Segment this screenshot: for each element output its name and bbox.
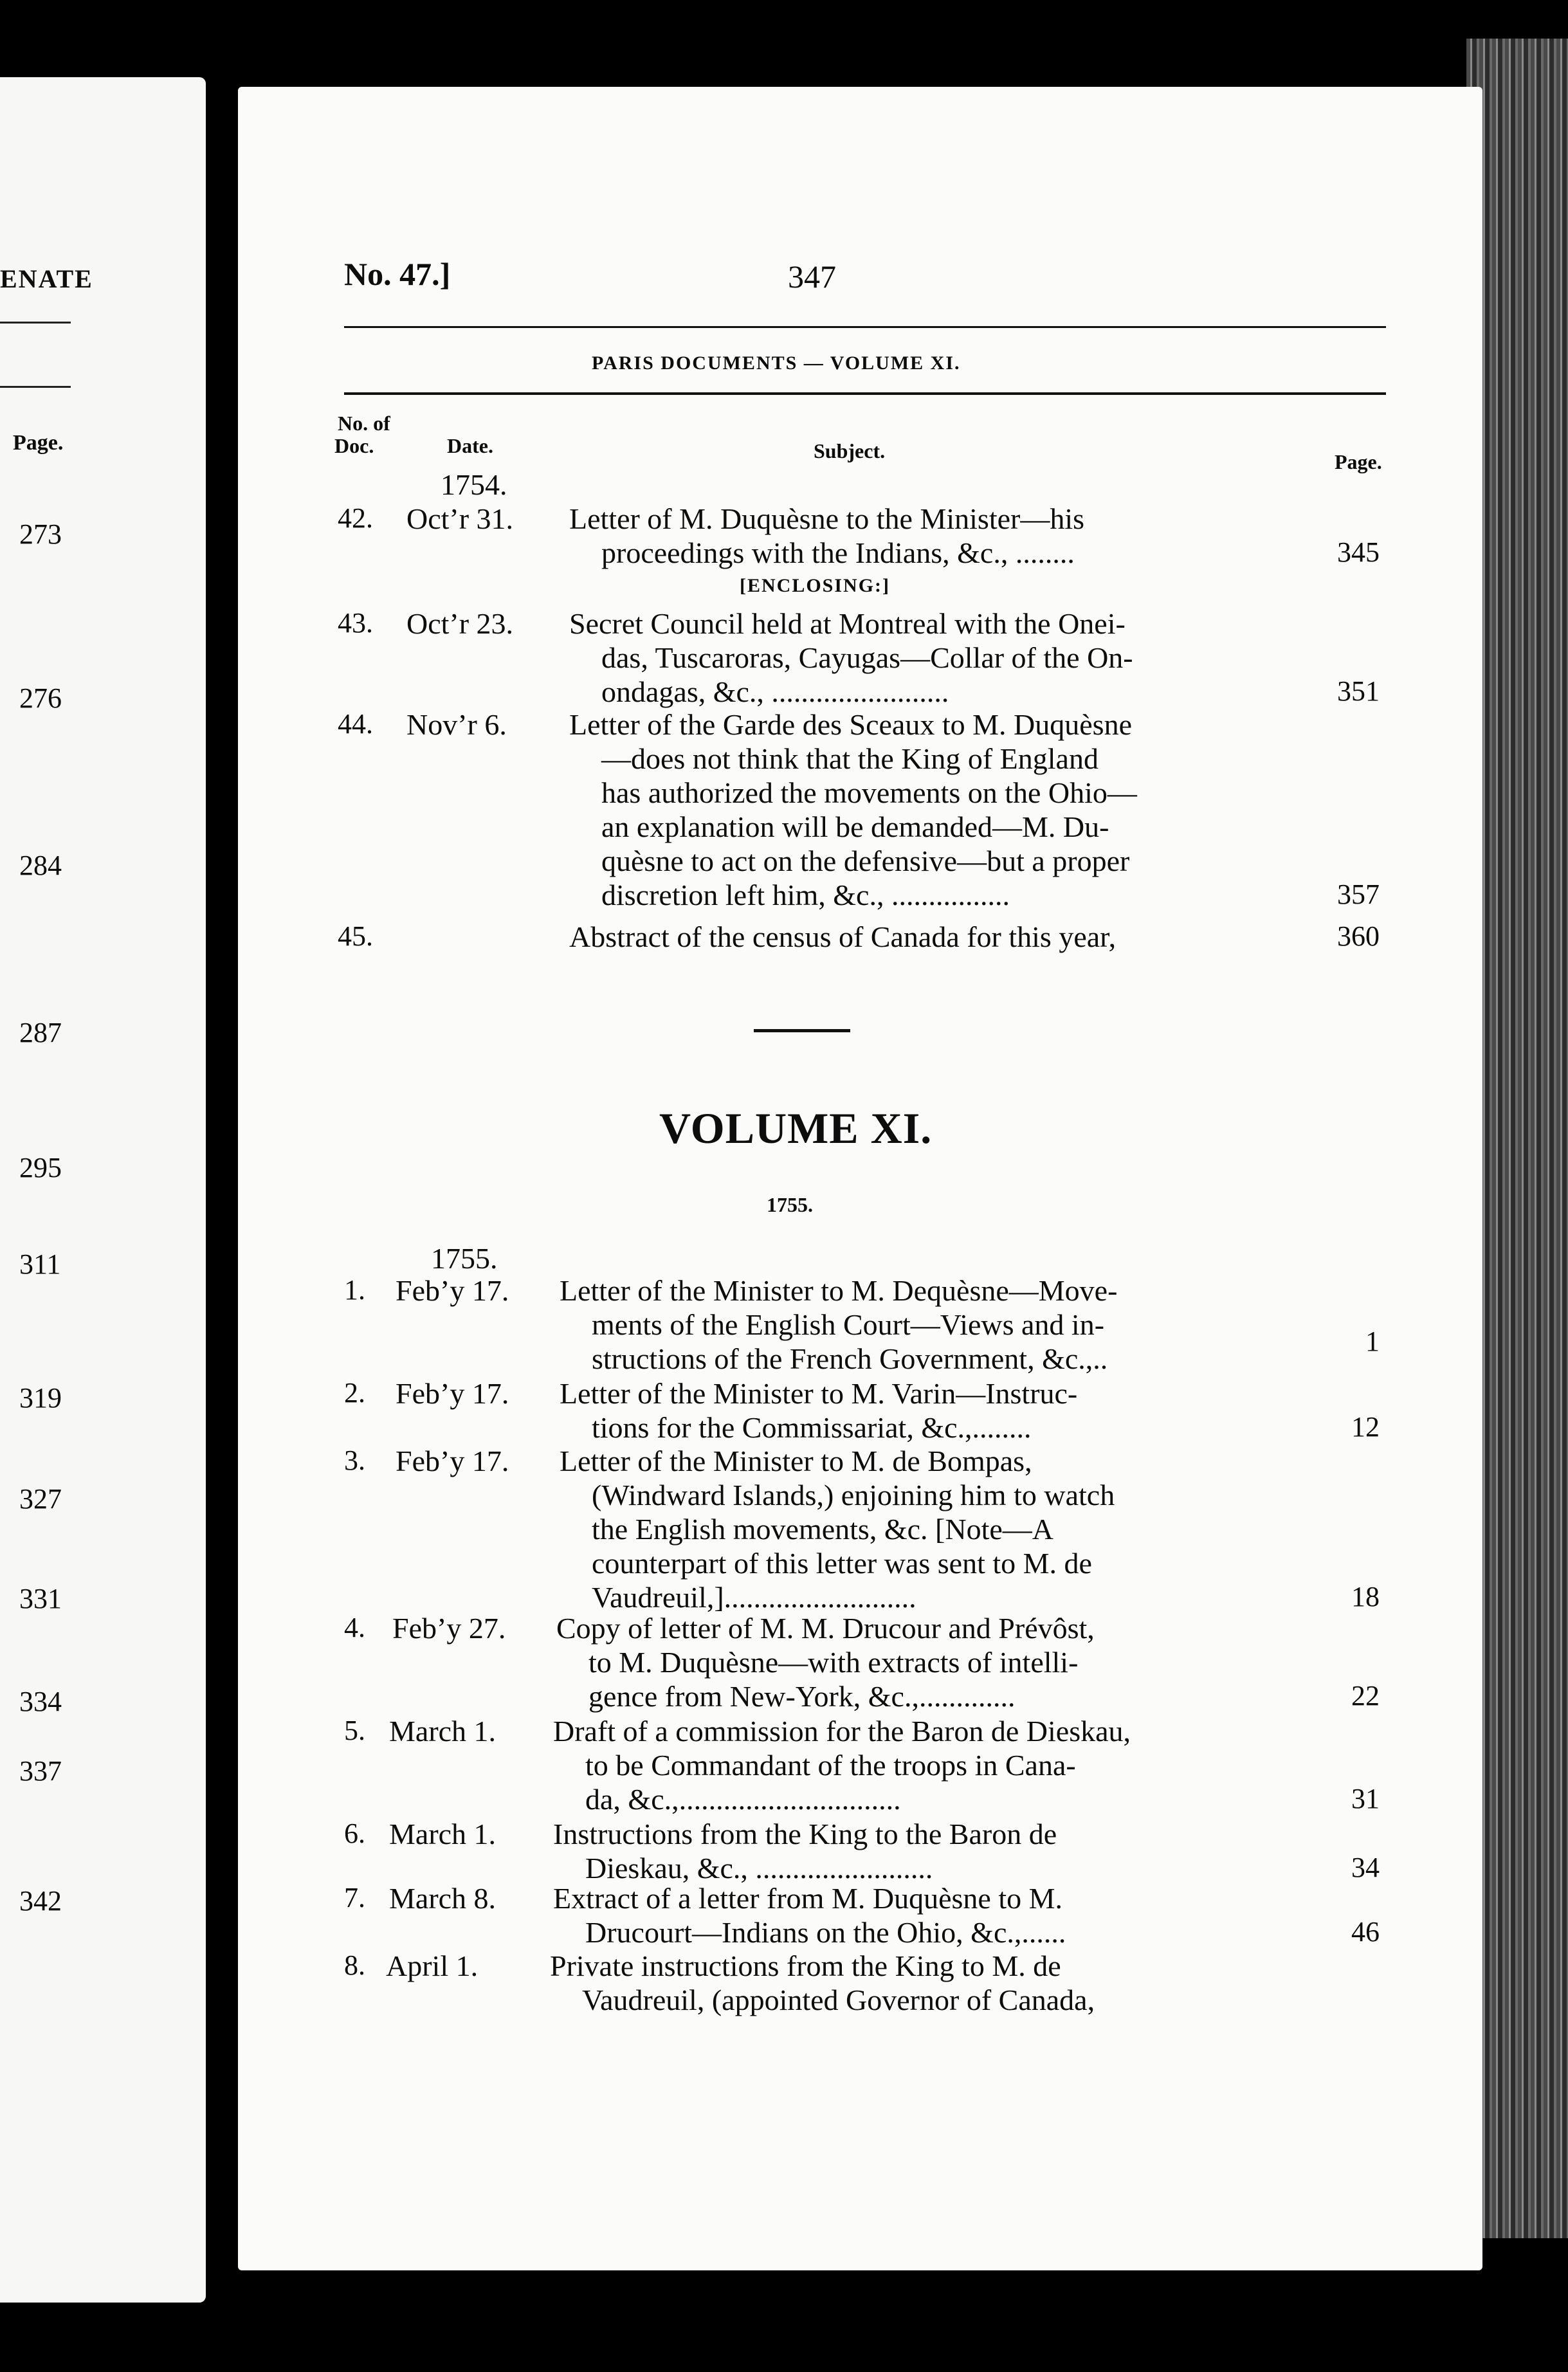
entry-page-number: 46: [1351, 1916, 1380, 1948]
left-page-header: ENATE: [0, 264, 93, 293]
left-page-number: 342: [19, 1885, 62, 1917]
page-number: 347: [788, 259, 836, 295]
entry-doc-number: 42.: [338, 502, 373, 534]
entry-subject-line: Letter of the Garde des Sceaux to M. Duquèsne: [569, 708, 1132, 741]
entry-subject-line: da, &c.,..............................: [585, 1783, 901, 1816]
left-page-number: 319: [19, 1382, 62, 1414]
entry-doc-number: 8.: [344, 1949, 365, 1981]
left-page-number: 311: [19, 1248, 61, 1280]
entry-subject-line: Letter of the Minister to M. Dequèsne—Move-: [560, 1274, 1118, 1307]
entry-subject-line: Abstract of the census of Canada for this year,: [569, 920, 1117, 953]
entry-subject-line: structions of the French Government, &c.,..: [592, 1342, 1108, 1375]
volume-title: VOLUME XI.: [659, 1104, 933, 1153]
entry-page-number: 22: [1351, 1680, 1380, 1711]
volume-year: 1755.: [767, 1193, 813, 1216]
entry-subject-line: Drucourt—Indians on the Ohio, &c.,......: [585, 1916, 1066, 1949]
document-page: [238, 87, 1482, 2270]
entry-subject-line: ments of the English Court—Views and in-: [592, 1308, 1105, 1341]
header-rule: [344, 326, 1386, 328]
entry-date: Feb’y 17.: [396, 1274, 509, 1307]
section1-year: 1754.: [441, 468, 507, 501]
entry-subject-line: Secret Council held at Montreal with the Onei-: [569, 607, 1126, 640]
entry-date: Feb’y 17.: [396, 1445, 509, 1477]
entry-date: March 1.: [389, 1818, 497, 1850]
entry-subject-line: proceedings with the Indians, &c., ........: [601, 536, 1075, 569]
entry-subject-line: counterpart of this letter was sent to M. de: [592, 1547, 1092, 1580]
left-page-number: 327: [19, 1483, 62, 1515]
entry-doc-number: 6.: [344, 1818, 365, 1849]
entry-date: Oct’r 31.: [406, 502, 514, 535]
section2-year: 1755.: [431, 1242, 498, 1275]
entry-subject-line: the English movements, &c. [Note—A: [592, 1513, 1053, 1546]
entry-subject-line: Private instructions from the King to M. de: [550, 1949, 1061, 1982]
entry-doc-number: 7.: [344, 1882, 365, 1913]
entry-subject-line: quèsne to act on the defensive—but a proper: [601, 844, 1130, 877]
col-header-subject: Subject.: [814, 439, 886, 462]
entry-subject-line: ondagas, &c., ........................: [601, 675, 949, 708]
entry-date: Nov’r 6.: [406, 708, 507, 741]
title-rule: [344, 392, 1386, 395]
left-page-number: 287: [19, 1017, 62, 1048]
left-page-number: 273: [19, 518, 62, 550]
entry-subject-line: gence from New-York, &c.,.............: [588, 1680, 1016, 1713]
section-separator: [754, 1029, 850, 1032]
entry-page-number: 31: [1351, 1783, 1380, 1814]
entry-subject-line: an explanation will be demanded—M. Du-: [601, 810, 1109, 843]
left-page-label: Page.: [13, 431, 64, 455]
entry-date: Feb’y 27.: [392, 1612, 506, 1645]
entry-subject-line: Dieskau, &c., ........................: [585, 1852, 933, 1884]
entry-subject-line: to M. Duquèsne—with extracts of intelli-: [588, 1646, 1079, 1679]
entry-page-number: 357: [1337, 879, 1380, 910]
entry-subject-line: das, Tuscaroras, Cayugas—Collar of the On-: [601, 641, 1133, 674]
left-page-number: 337: [19, 1755, 62, 1787]
entry-doc-number: 2.: [344, 1377, 365, 1409]
entry-subject-line: Letter of M. Duquèsne to the Minister—his: [569, 502, 1085, 535]
entry-page-number: 18: [1351, 1581, 1380, 1612]
col-header-page: Page.: [1335, 450, 1382, 473]
entry-subject-line: Instructions from the King to the Baron de: [553, 1818, 1057, 1850]
col-header-doc: Doc.: [334, 434, 374, 457]
entry-page-number: 351: [1337, 675, 1380, 707]
entry-date: Feb’y 17.: [396, 1377, 509, 1410]
col-header-no-of: No. of: [338, 412, 390, 435]
entry-subject-line: Vaudreuil, (appointed Governor of Canada,: [582, 1984, 1095, 2016]
entry-page-number: 1: [1365, 1325, 1380, 1357]
entry-subject-line: Letter of the Minister to M. de Bompas,: [560, 1445, 1032, 1477]
entry-enclosing-note: [ENCLOSING:]: [740, 575, 891, 596]
entry-subject-line: —does not think that the King of England: [601, 742, 1099, 775]
doc-number: No. 47.]: [344, 256, 451, 292]
entry-subject-line: Letter of the Minister to M. Varin—Instruc-: [560, 1377, 1078, 1410]
entry-doc-number: 44.: [338, 708, 373, 740]
entry-doc-number: 5.: [344, 1715, 365, 1746]
left-page-number: 295: [19, 1152, 62, 1183]
left-page-number: 276: [19, 682, 62, 714]
entry-date: Oct’r 23.: [406, 607, 514, 640]
entry-subject-line: has authorized the movements on the Ohio—: [601, 776, 1137, 809]
entry-date: March 8.: [389, 1882, 497, 1915]
entry-date: April 1.: [386, 1949, 479, 1982]
entry-subject-line: Vaudreuil,]..........................: [592, 1581, 916, 1614]
entry-doc-number: 3.: [344, 1445, 365, 1476]
entry-doc-number: 45.: [338, 920, 373, 952]
entry-subject-line: Draft of a commission for the Baron de Dieskau,: [553, 1715, 1131, 1747]
entry-date: March 1.: [389, 1715, 497, 1747]
entry-doc-number: 43.: [338, 607, 373, 639]
left-facing-page: [0, 77, 206, 2303]
entry-subject-line: Copy of letter of M. M. Drucour and Prévôst,: [556, 1612, 1095, 1645]
entry-subject-line: tions for the Commissariat, &c.,........: [592, 1411, 1032, 1444]
entry-subject-line: Extract of a letter from M. Duquèsne to M.: [553, 1882, 1062, 1915]
left-page-number: 334: [19, 1686, 62, 1717]
entry-subject-line: to be Commandant of the troops in Cana-: [585, 1749, 1076, 1782]
entry-page-number: 360: [1337, 920, 1380, 952]
entry-page-number: 12: [1351, 1411, 1380, 1443]
entry-page-number: 34: [1351, 1852, 1380, 1883]
entry-doc-number: 1.: [344, 1274, 365, 1306]
left-page-number: 331: [19, 1583, 62, 1614]
entry-subject-line: discretion left him, &c., ................: [601, 879, 1010, 911]
entry-subject-line: (Windward Islands,) enjoining him to watch: [592, 1479, 1115, 1511]
left-page-number: 284: [19, 850, 62, 881]
running-title: PARIS DOCUMENTS — VOLUME XI.: [592, 352, 961, 374]
entry-page-number: 345: [1337, 536, 1380, 568]
left-rule-2: [0, 386, 71, 388]
col-header-date: Date.: [447, 434, 493, 457]
entry-doc-number: 4.: [344, 1612, 365, 1643]
left-rule: [0, 322, 71, 324]
